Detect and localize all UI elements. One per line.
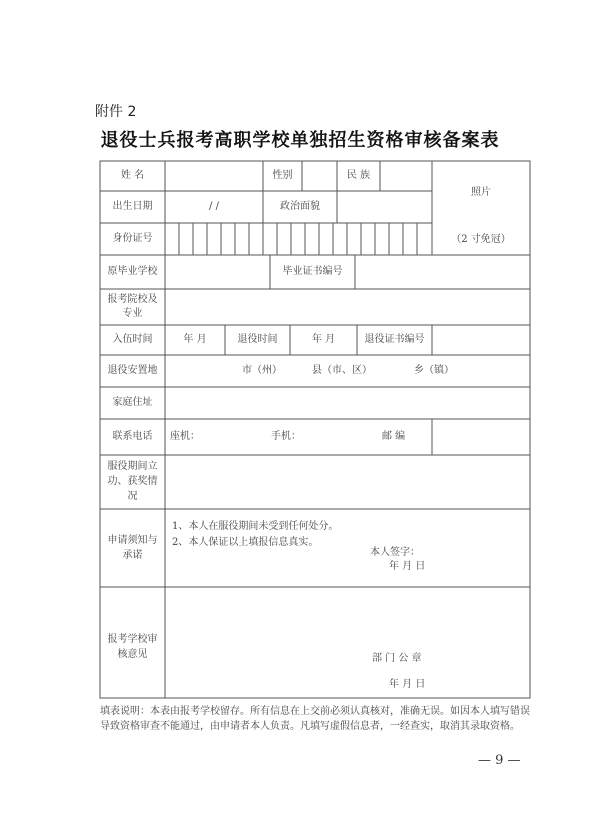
label-review-2: 核意见 <box>117 649 148 660</box>
label-name: 姓 名 <box>120 170 145 181</box>
label-enlistment-time: 入伍时间 <box>112 334 153 345</box>
resettlement-city: 市（州） <box>242 365 282 376</box>
label-home-address: 家庭住址 <box>112 397 153 408</box>
page-number: — 9 — <box>478 753 521 768</box>
resettlement-town: 乡（镇） <box>414 365 454 376</box>
form-title: 退役士兵报考高职学校单独招生资格审核备案表 <box>100 130 500 151</box>
label-diploma-number: 毕业证书编号 <box>282 266 343 277</box>
label-political-status: 政治面貌 <box>280 201 320 212</box>
label-merits-1: 服役期间立 <box>107 461 158 472</box>
footnote-line-2: 导致资格审查不能通过，由申请者本人负责。凡填写虚假信息者，一经查实，取消其录取资格。 <box>100 721 520 732</box>
label-birth-date: 出生日期 <box>112 201 153 212</box>
photo-label: 照片 <box>471 187 491 198</box>
birth-date-field[interactable]: / / <box>209 201 219 212</box>
label-ethnicity: 民 族 <box>346 170 371 181</box>
label-gender: 性别 <box>272 170 293 181</box>
label-postcode: 邮 编 <box>382 431 406 442</box>
landline-field[interactable]: 座机： <box>170 431 200 442</box>
footnote-line-1: 填表说明：本表由报考学校留存。所有信息在上交前必须认真核对，准确无误。如因本人填写错误 <box>100 706 530 717</box>
department-seal: 部 门 公 章 <box>372 653 422 664</box>
label-notice-2: 承诺 <box>122 550 143 561</box>
resettlement-county: 县（市、区） <box>312 365 372 376</box>
label-notice-1: 申请须知与 <box>107 535 158 546</box>
label-id-number: 身份证号 <box>112 233 153 244</box>
label-resettlement: 退役安置地 <box>107 365 158 376</box>
notice-item-1: 1、本人在服役期间未受到任何处分。 <box>172 521 339 532</box>
label-graduated-school: 原毕业学校 <box>107 266 158 277</box>
attachment-label: 附件 2 <box>95 104 137 120</box>
discharge-year-month[interactable]: 年 月 <box>311 334 336 345</box>
review-date: 年 月 日 <box>389 679 426 690</box>
label-applied-school-1: 报考院校及 <box>107 294 158 305</box>
sign-date: 年 月 日 <box>389 561 426 572</box>
label-discharge-time: 退役时间 <box>237 334 278 345</box>
enlistment-year-month[interactable]: 年 月 <box>183 334 207 345</box>
photo-size-note: （2 寸免冠） <box>451 234 511 245</box>
label-merits-3: 况 <box>127 491 138 502</box>
label-applied-school-2: 专业 <box>122 308 143 319</box>
label-review-1: 报考学校审 <box>107 634 158 645</box>
label-discharge-cert: 退役证书编号 <box>364 334 425 345</box>
label-merits-2: 功、获奖情 <box>107 476 158 487</box>
signature-field[interactable]: 本人签字： <box>370 547 420 558</box>
notice-item-2: 2、本人保证以上填报信息真实。 <box>172 537 319 548</box>
label-contact-phone: 联系电话 <box>112 431 153 442</box>
mobile-field[interactable]: 手机： <box>271 431 301 442</box>
